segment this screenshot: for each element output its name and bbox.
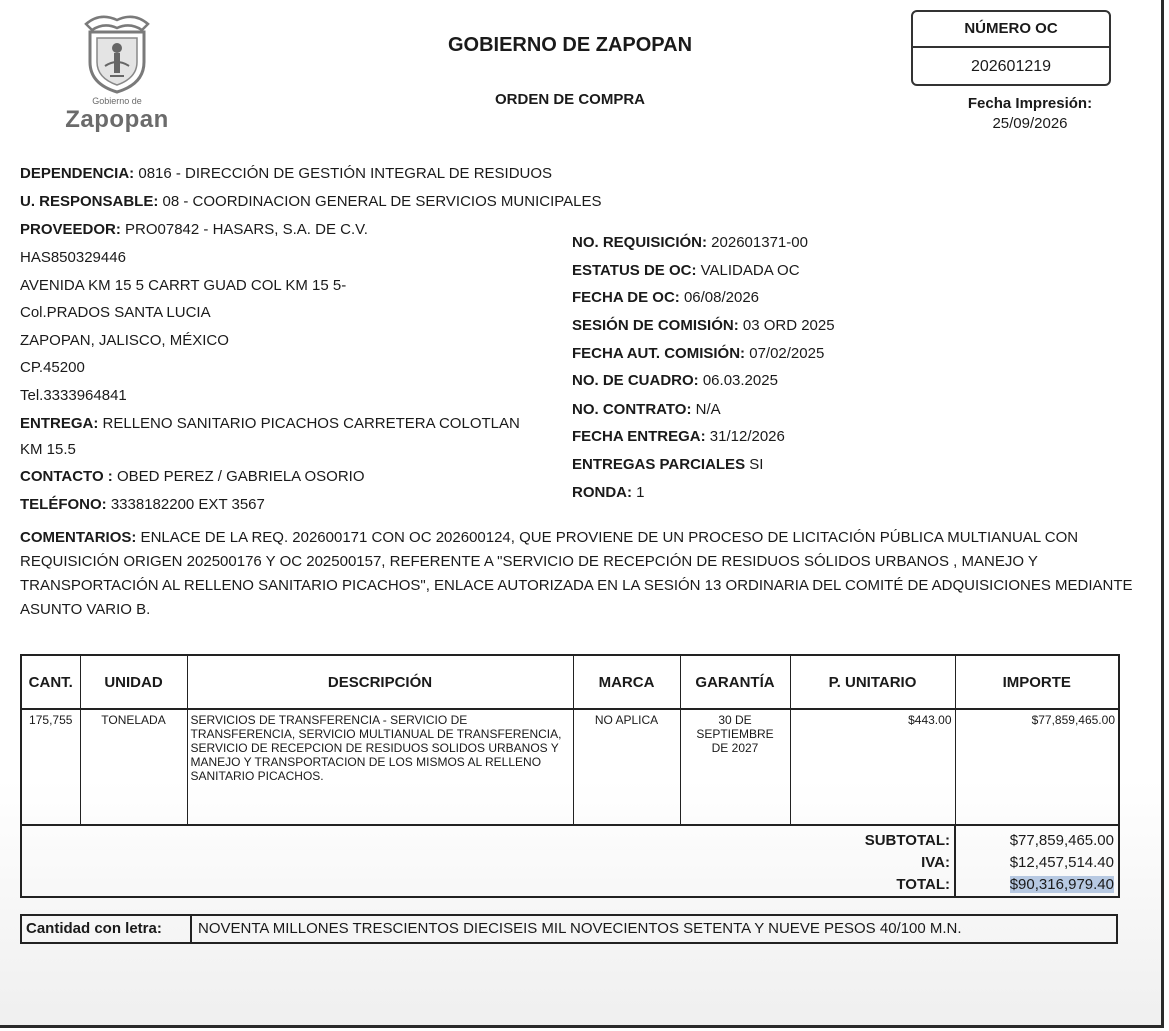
amount-in-words-label: Cantidad con letra: [22, 916, 192, 942]
cell-marca: NO APLICA [573, 709, 680, 825]
field-ronda [572, 483, 645, 503]
column-header-marca: MARCA [573, 655, 680, 709]
comments-block [20, 526, 1145, 622]
cell-cant: 175,755 [21, 709, 80, 825]
field-responsable [20, 192, 602, 212]
iva-row [21, 852, 1119, 874]
supplier-address-line2: Col.PRADOS SANTA LUCIA [20, 304, 211, 321]
field-sesion [572, 316, 835, 336]
iva-label: IVA: [21, 852, 955, 874]
field-value: 31/12/2026 [705, 428, 785, 445]
field-label: FECHA AUT. COMISIÓN: [572, 345, 746, 362]
cell-garantia: 30 DE SEPTIEMBRE DE 2027 [680, 709, 790, 825]
field-fecha-aut [572, 344, 824, 364]
oc-number-box [911, 10, 1111, 86]
field-label: ENTREGAS PARCIALES [572, 456, 746, 473]
field-label: PROVEEDOR: [20, 221, 121, 238]
cell-descripcion: SERVICIOS DE TRANSFERENCIA - SERVICIO DE TRANSFERENCIA, SERVICIO MULTIANUAL DE TRANSFERENCIA, SERVICIO DE RECEPCION DE RESIDUOS SOLIDOS URBANOS Y MANEJO Y TRANSPORTACION DE LOS MISMOS AL RELLENO SANITARIO PICACHOS. [187, 709, 573, 825]
field-label: RONDA: [572, 484, 632, 501]
field-label: NO. CONTRATO: [572, 401, 692, 418]
field-label: SESIÓN DE COMISIÓN: [572, 317, 739, 334]
field-value: OBED PEREZ / GABRIELA OSORIO [112, 468, 365, 485]
field-label: U. RESPONSABLE: [20, 193, 159, 210]
coat-of-arms-icon [80, 10, 154, 96]
supplier-rfc: HAS850329446 [20, 249, 126, 266]
field-parciales [572, 455, 763, 475]
comments-label: COMENTARIOS: [20, 529, 137, 546]
oc-number-value: 202601219 [970, 58, 1052, 75]
column-header-descripcion: DESCRIPCIÓN [187, 655, 573, 709]
field-value: 0816 - DIRECCIÓN DE GESTIÓN INTEGRAL DE RESIDUOS [134, 165, 553, 182]
column-header-importe: IMPORTE [955, 655, 1119, 709]
print-date-label: Fecha Impresión: [967, 95, 1093, 112]
total-row [21, 874, 1119, 897]
subtotal-row [21, 825, 1119, 852]
field-label: NO. REQUISICIÓN: [572, 234, 708, 251]
field-proveedor [20, 220, 368, 240]
print-date-value: 25/09/2026 [992, 115, 1068, 132]
field-entrega [20, 414, 520, 434]
field-dependencia [20, 164, 552, 184]
cell-unidad: TONELADA [80, 709, 187, 825]
total-value [955, 874, 1119, 897]
column-header-garantia: GARANTÍA [680, 655, 790, 709]
field-value: RELLENO SANITARIO PICACHOS CARRETERA COLOTLAN [98, 415, 520, 432]
supplier-phone: Tel.3333964841 [20, 387, 127, 404]
column-header-cant: CANT. [21, 655, 80, 709]
zapopan-logo [62, 10, 172, 132]
field-contrato [572, 400, 721, 420]
field-estatus [572, 261, 800, 281]
field-value: 1 [632, 484, 645, 501]
field-value: N/A [691, 401, 721, 418]
supplier-postal-code: CP.45200 [20, 359, 85, 376]
subtotal-label: SUBTOTAL: [21, 825, 955, 852]
field-value: 06/08/2026 [679, 289, 760, 306]
field-label: ENTREGA: [20, 415, 99, 432]
field-value: 3338182200 EXT 3567 [106, 496, 265, 513]
field-value: 202601371-00 [707, 234, 808, 251]
column-header-p-unitario: P. UNITARIO [790, 655, 955, 709]
iva-value: $12,457,514.40 [955, 852, 1119, 874]
field-value: VALIDADA OC [696, 262, 800, 279]
field-label: CONTACTO : [20, 468, 113, 485]
logo-caption: Gobierno de [92, 96, 142, 106]
field-value: SI [745, 456, 764, 473]
cell-p-unitario: $443.00 [790, 709, 955, 825]
total-value-selected[interactable]: $90,316,979.40 [1009, 876, 1114, 893]
field-label: ESTATUS DE OC: [572, 262, 697, 279]
oc-number-label: NÚMERO OC [913, 12, 1109, 48]
field-value: 03 ORD 2025 [738, 317, 835, 334]
supplier-address-line3: ZAPOPAN, JALISCO, MÉXICO [20, 332, 229, 349]
field-fecha-oc [572, 288, 759, 308]
field-label: DEPENDENCIA: [20, 165, 135, 182]
field-label: NO. DE CUADRO: [572, 372, 699, 389]
logo-wordmark: Zapopan [65, 106, 169, 133]
amount-in-words [20, 914, 1118, 944]
table-header-row [21, 655, 1119, 709]
field-fecha-entrega [572, 427, 785, 447]
table-row [21, 709, 1119, 825]
field-value: PRO07842 - HASARS, S.A. DE C.V. [120, 221, 368, 238]
field-label: TELÉFONO: [20, 496, 107, 513]
cell-importe: $77,859,465.00 [955, 709, 1119, 825]
field-label: FECHA ENTREGA: [572, 428, 706, 445]
field-label: FECHA DE OC: [572, 289, 680, 306]
field-contacto [20, 467, 365, 487]
total-label: TOTAL: [21, 874, 955, 897]
document-title: GOBIERNO DE ZAPOPAN [447, 34, 693, 56]
field-value: 06.03.2025 [698, 372, 778, 389]
field-cuadro [572, 371, 778, 391]
amount-in-words-value: NOVENTA MILLONES TRESCIENTOS DIECISEIS MIL NOVECIENTOS SETENTA Y NUEVE PESOS 40/100 M.N. [198, 920, 962, 937]
column-header-unidad: UNIDAD [80, 655, 187, 709]
field-value: 07/02/2025 [745, 345, 825, 362]
print-date [930, 94, 1130, 134]
field-entrega-cont: KM 15.5 [20, 441, 76, 458]
field-telefono [20, 495, 265, 515]
field-requisicion [572, 233, 808, 253]
supplier-address-line1: AVENIDA KM 15 5 CARRT GUAD COL KM 15 5- [20, 277, 347, 294]
document-subtitle: ORDEN DE COMPRA [494, 91, 645, 108]
items-table [20, 654, 1120, 898]
comments-text: ENLACE DE LA REQ. 202600171 CON OC 202600124, QUE PROVIENE DE UN PROCESO DE LICITACIÓN PÚBLICA MULTIANUAL CON REQUISICIÓN ORIGEN 202500176 Y OC 202500157, REFERENTE A "SERVICIO DE RECEPCIÓN DE RESIDUOS SÓLIDOS URBANOS , MANEJO Y TRANSPORTACIÓN AL RELLENO SANITARIO PICACHOS", ENLACE AUTORIZADA EN LA SESIÓN 13 ORDINARIA DEL COMITÉ DE ADQUISICIONES MEDIANTE ASUNTO VARIO B. [20, 529, 1133, 618]
field-value: 08 - COORDINACION GENERAL DE SERVICIOS MUNICIPALES [158, 193, 602, 210]
subtotal-value: $77,859,465.00 [955, 825, 1119, 852]
